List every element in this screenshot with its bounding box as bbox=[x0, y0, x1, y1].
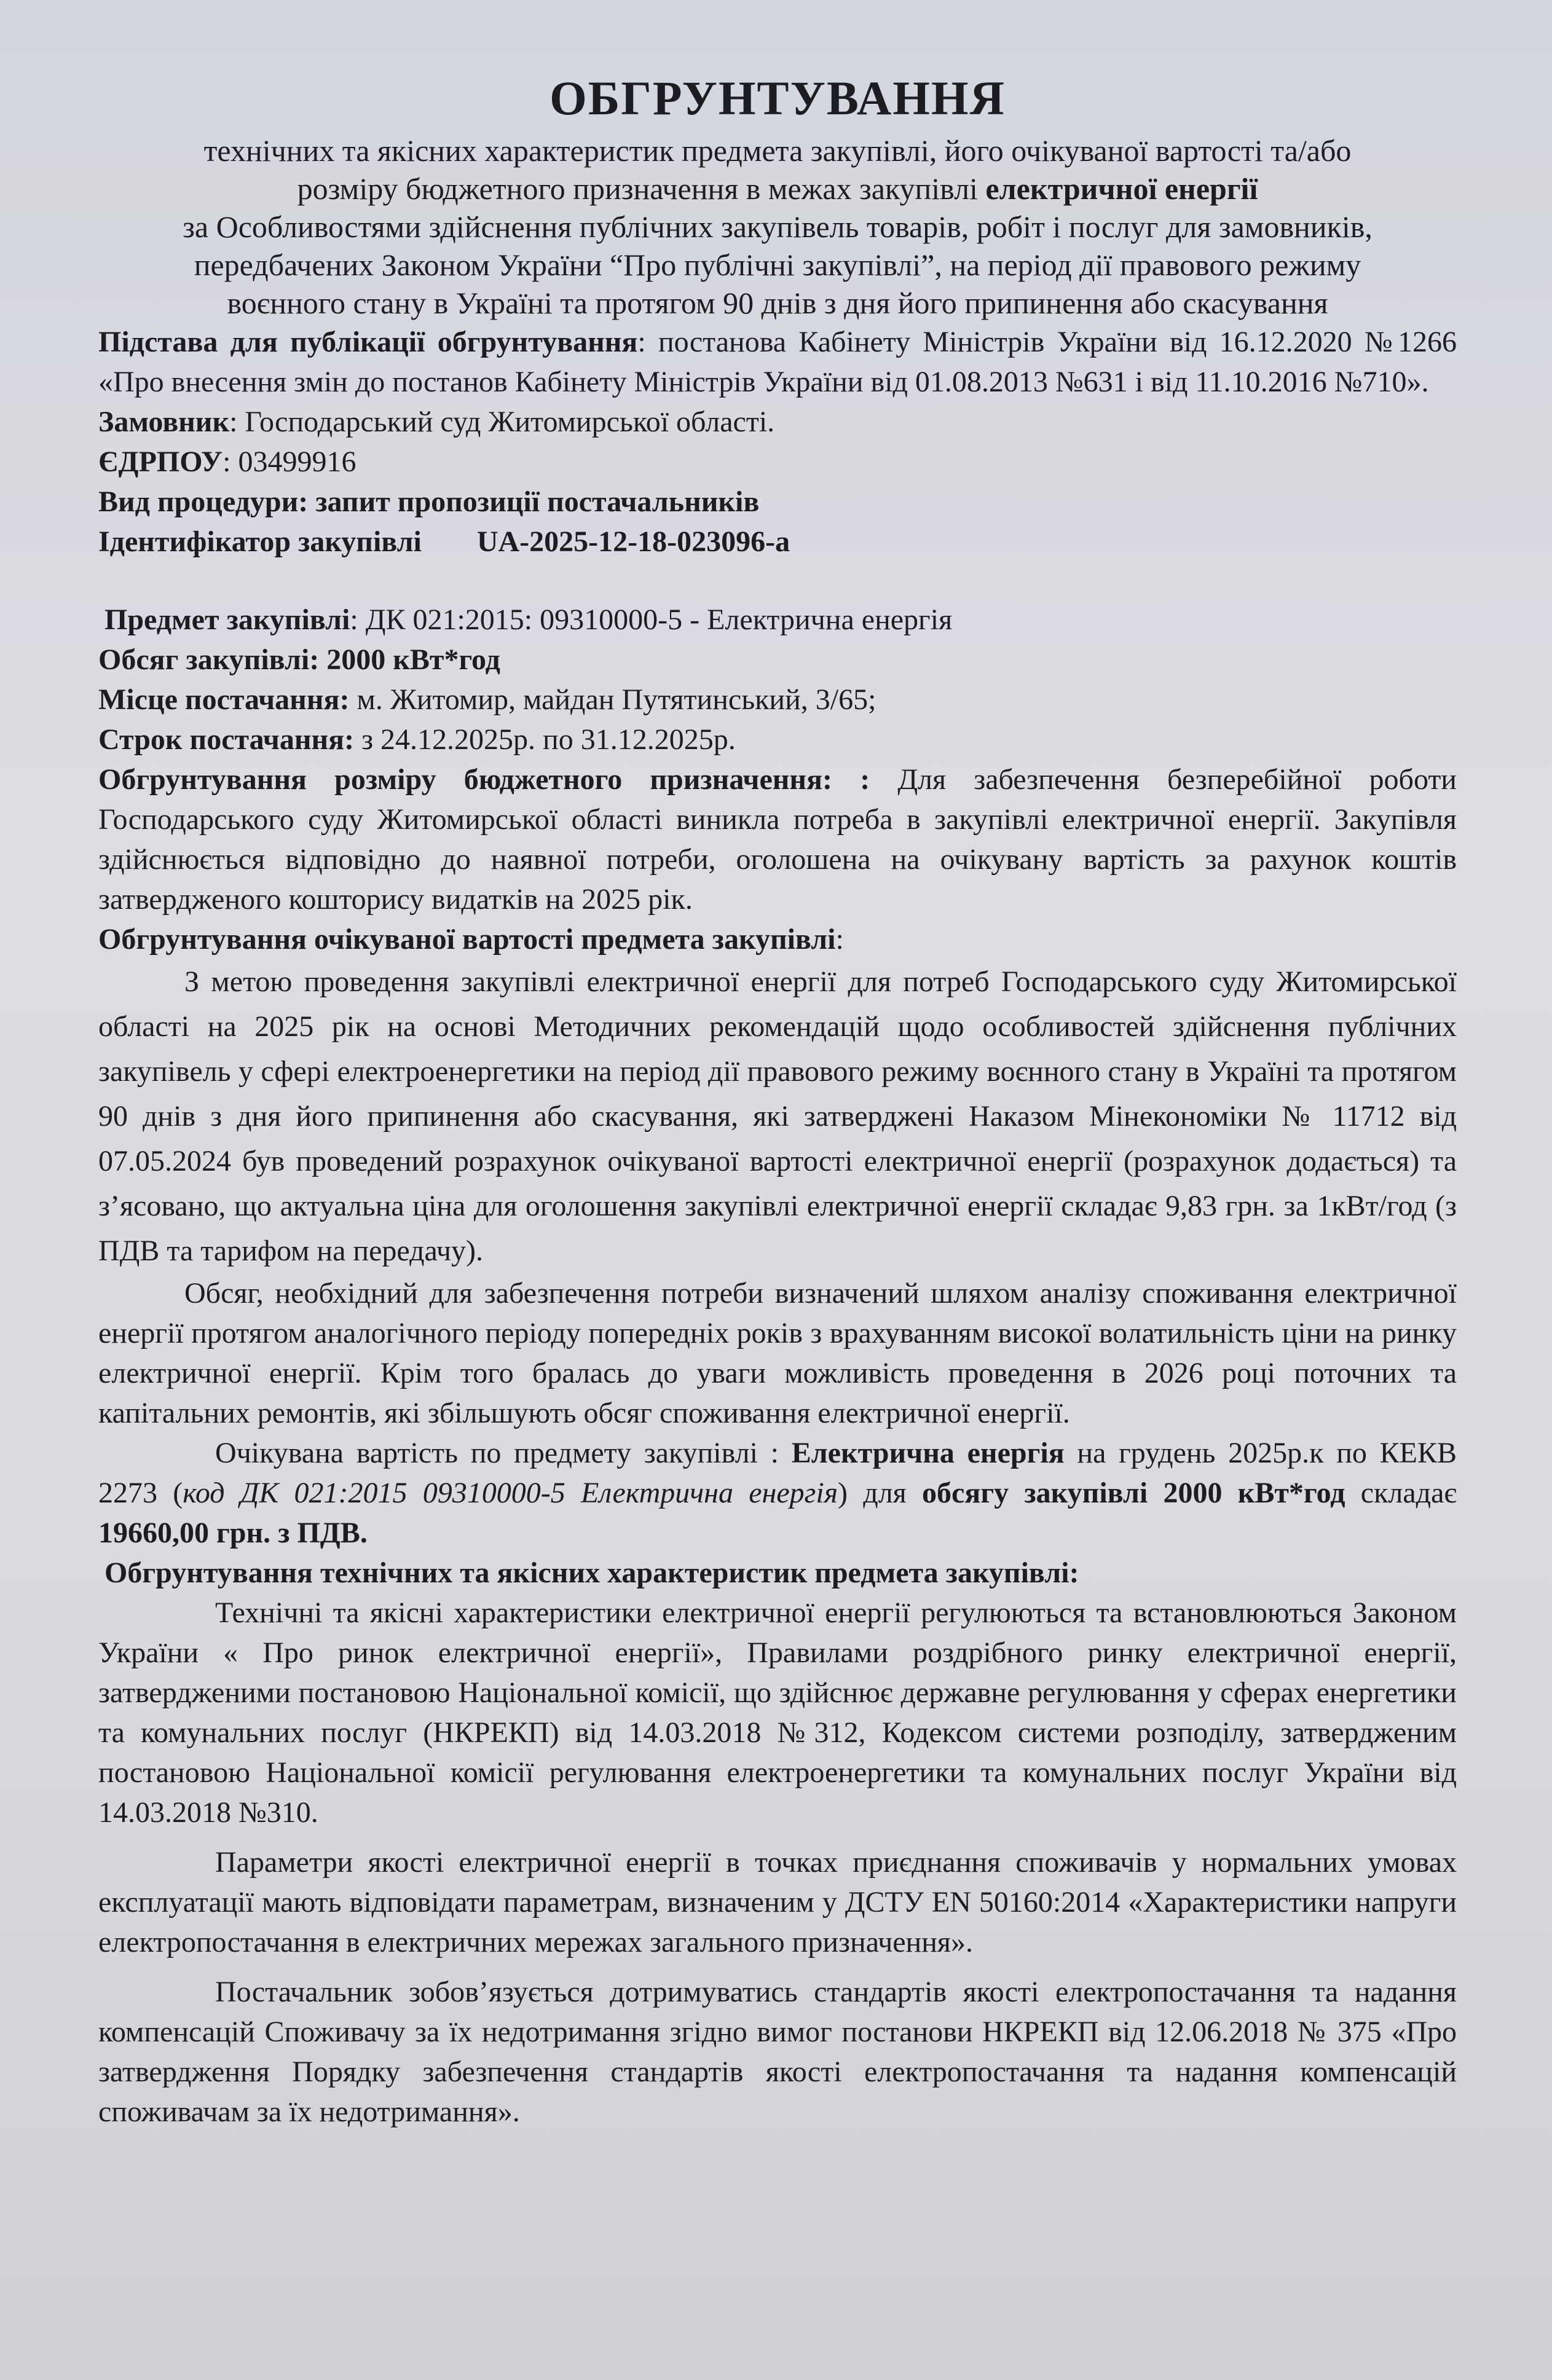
subject-row bbox=[98, 600, 1457, 640]
term-label: Строк постачання: bbox=[98, 723, 355, 756]
subject-label: Предмет закупівлі bbox=[104, 603, 350, 636]
identifier-row bbox=[98, 522, 1457, 562]
edrpou-value: : 03499916 bbox=[223, 446, 356, 478]
expected-p3-h: 19660,00 грн. з ПДВ. bbox=[98, 1517, 368, 1549]
expected-p3-e: ) для bbox=[838, 1477, 923, 1509]
procedure-value: : запит пропозиції постачальників bbox=[298, 485, 760, 518]
technical-paragraph-3: Постачальник зобов’язується дотримуватись стандартів якості електропостачання та надання компенсацій Споживачу за їх недотримання згідно вимог постанови НКРЕКП від 12.06.2018 № 375 «Про затвердження Порядку забезпечення стандартів якості електропостачання та надання компенсацій споживачам за їх недотримання». bbox=[98, 1976, 1457, 2128]
budget-paragraph bbox=[98, 760, 1457, 919]
technical-paragraph-2: Параметри якості електричної енергії в точках приєднання споживачів у нормальних умовах експлуатації мають відповідати параметрам, визначеним у ДСТУ EN 50160:2014 «Характеристики напруги електропостачання в електричних мережах загального призначення». bbox=[98, 1846, 1457, 1958]
document-title: ОБГРУНТУВАННЯ bbox=[550, 71, 1006, 125]
edrpou-label: ЄДРПОУ bbox=[98, 446, 223, 478]
expected-paragraph-1: З метою проведення закупівлі електричної енергії для потреб Господарського суду Житомирської області на 2025 рік на основі Методичних рекомендацій щодо особливостей здійснення публічних закупівель у сфері електроенергетики на період дії правового режиму воєнного стану в Україні та протягом 90 днів з дня його припинення або скасування, які затверджені Наказом Мінекономіки № 11712 від 07.05.2024 був проведений розрахунок очікуваної вартості електричної енергії (розрахунок додається) та з’ясовано, що актуальна ціна для оголошення закупівлі електричної енергії складає 9,83 грн. за 1кВт/год (з ПДВ та тарифом на передачу). bbox=[98, 965, 1457, 1267]
term-value: з 24.12.2025р. по 31.12.2025р. bbox=[354, 723, 736, 756]
customer-value: : Господарський суд Житомирської області. bbox=[229, 406, 775, 438]
customer-row bbox=[98, 402, 1457, 442]
basis-label: Підстава для публікації обгрунтування bbox=[98, 326, 638, 358]
place-value: м. Житомир, майдан Путятинський, 3/65; bbox=[349, 683, 876, 716]
expected-paragraph-3 bbox=[98, 1433, 1457, 1553]
expected-heading-text: Обгрунтування очікуваної вартості предмета закупівлі bbox=[98, 923, 836, 956]
customer-label: Замовник bbox=[98, 406, 230, 438]
subtitle-line-2-bold: електричної енергії bbox=[985, 171, 1258, 206]
subtitle-line-1: технічних та якісних характеристик предмета закупівлі, його очікуваної вартості та/або bbox=[203, 133, 1352, 168]
expected-p3-d: код ДК 021:2015 09310000-5 Електрична енергія bbox=[183, 1477, 838, 1509]
document-page bbox=[98, 68, 1457, 2132]
expected-p3-g: складає bbox=[1345, 1477, 1457, 1509]
edrpou-row bbox=[98, 442, 1457, 482]
subtitle-line-2-text: розміру бюджетного призначення в межах закупівлі bbox=[297, 171, 986, 206]
place-row bbox=[98, 680, 1457, 720]
expected-p3-a: Очікувана вартість по предмету закупівлі : bbox=[215, 1437, 792, 1469]
expected-p3-f: обсягу закупівлі 2000 кВт*год bbox=[922, 1477, 1345, 1509]
subtitle-line-5: воєнного стану в Україні та протягом 90 днів з дня його припинення або скасування bbox=[227, 286, 1328, 320]
expected-heading-colon: : bbox=[835, 923, 844, 956]
procedure-label: Вид процедури bbox=[98, 485, 299, 518]
volume-row: Обсяг закупівлі: 2000 кВт*год bbox=[98, 643, 500, 676]
subtitle-line-3: за Особливостями здійснення публічних закупівель товарів, робіт і послуг для замовників, bbox=[183, 210, 1373, 244]
expected-heading bbox=[98, 919, 1457, 959]
subtitle-line-4: передбачених Законом України “Про публічні закупівлі”, на період дії правового режиму bbox=[194, 248, 1361, 282]
basis-paragraph bbox=[98, 322, 1457, 402]
technical-heading: Обгрунтування технічних та якісних характеристик предмета закупівлі: bbox=[104, 1557, 1079, 1589]
term-row bbox=[98, 720, 1457, 760]
subject-value: : ДК 021:2015: 09310000-5 - Електрична енергія bbox=[350, 603, 953, 636]
budget-label: Обгрунтування розміру бюджетного призначення: : bbox=[98, 763, 870, 796]
subtitle-line-2 bbox=[98, 170, 1457, 208]
identifier-value: UA-2025-12-18-023096-a bbox=[476, 525, 790, 558]
budget-text: Для забезпечення безперебійної роботи Господарського суду Житомирської області виникла потреба в закупівлі електричної енергії. Закупівля здійснюється відповідно до наявної потреби, оголошена на очікувану вартість за рахунок коштів затвердженого кошторису видатків на 2025 рік. bbox=[98, 763, 1457, 916]
procedure-row bbox=[98, 482, 1457, 522]
basis-text: : постанова Кабінету Міністрів України від 16.12.2020 №1266 «Про внесення змін до постанов Кабінету Міністрів України від 01.08.2013 №631 і від 11.10.2016 №710». bbox=[98, 326, 1457, 398]
expected-p3-b: Електрична енергія bbox=[791, 1437, 1065, 1469]
expected-p3-c: на грудень 2025р.к по КЕКВ 2273 ( bbox=[98, 1437, 1457, 1509]
technical-paragraph-1: Технічні та якісні характеристики електричної енергії регулюються та встановлюються Законом України « Про ринок електричної енергії», Правилами роздрібного ринку електричної енергії, затвердженими постановою Національної комісії, що здійснює державне регулювання у сферах енергетики та комунальних послуг (НКРЕКП) від 14.03.2018 №312, Кодексом системи розподілу, затвердженим постановою Національної комісії регулювання електроенергетики та комунальних послуг України від 14.03.2018 №310. bbox=[98, 1596, 1457, 1829]
place-label: Місце постачання: bbox=[98, 683, 350, 716]
expected-paragraph-2: Обсяг, необхідний для забезпечення потреби визначений шляхом аналізу споживання електричної енергії протягом аналогічного періоду попередніх років з врахуванням високої волатильність ціни на ринку електричної енергії. Крім того бралась до уваги можливість проведення в 2026 році поточних та капітальних ремонтів, які збільшують обсяг споживання електричної енергії. bbox=[98, 1277, 1457, 1429]
identifier-label: Ідентифікатор закупівлі bbox=[98, 525, 422, 558]
